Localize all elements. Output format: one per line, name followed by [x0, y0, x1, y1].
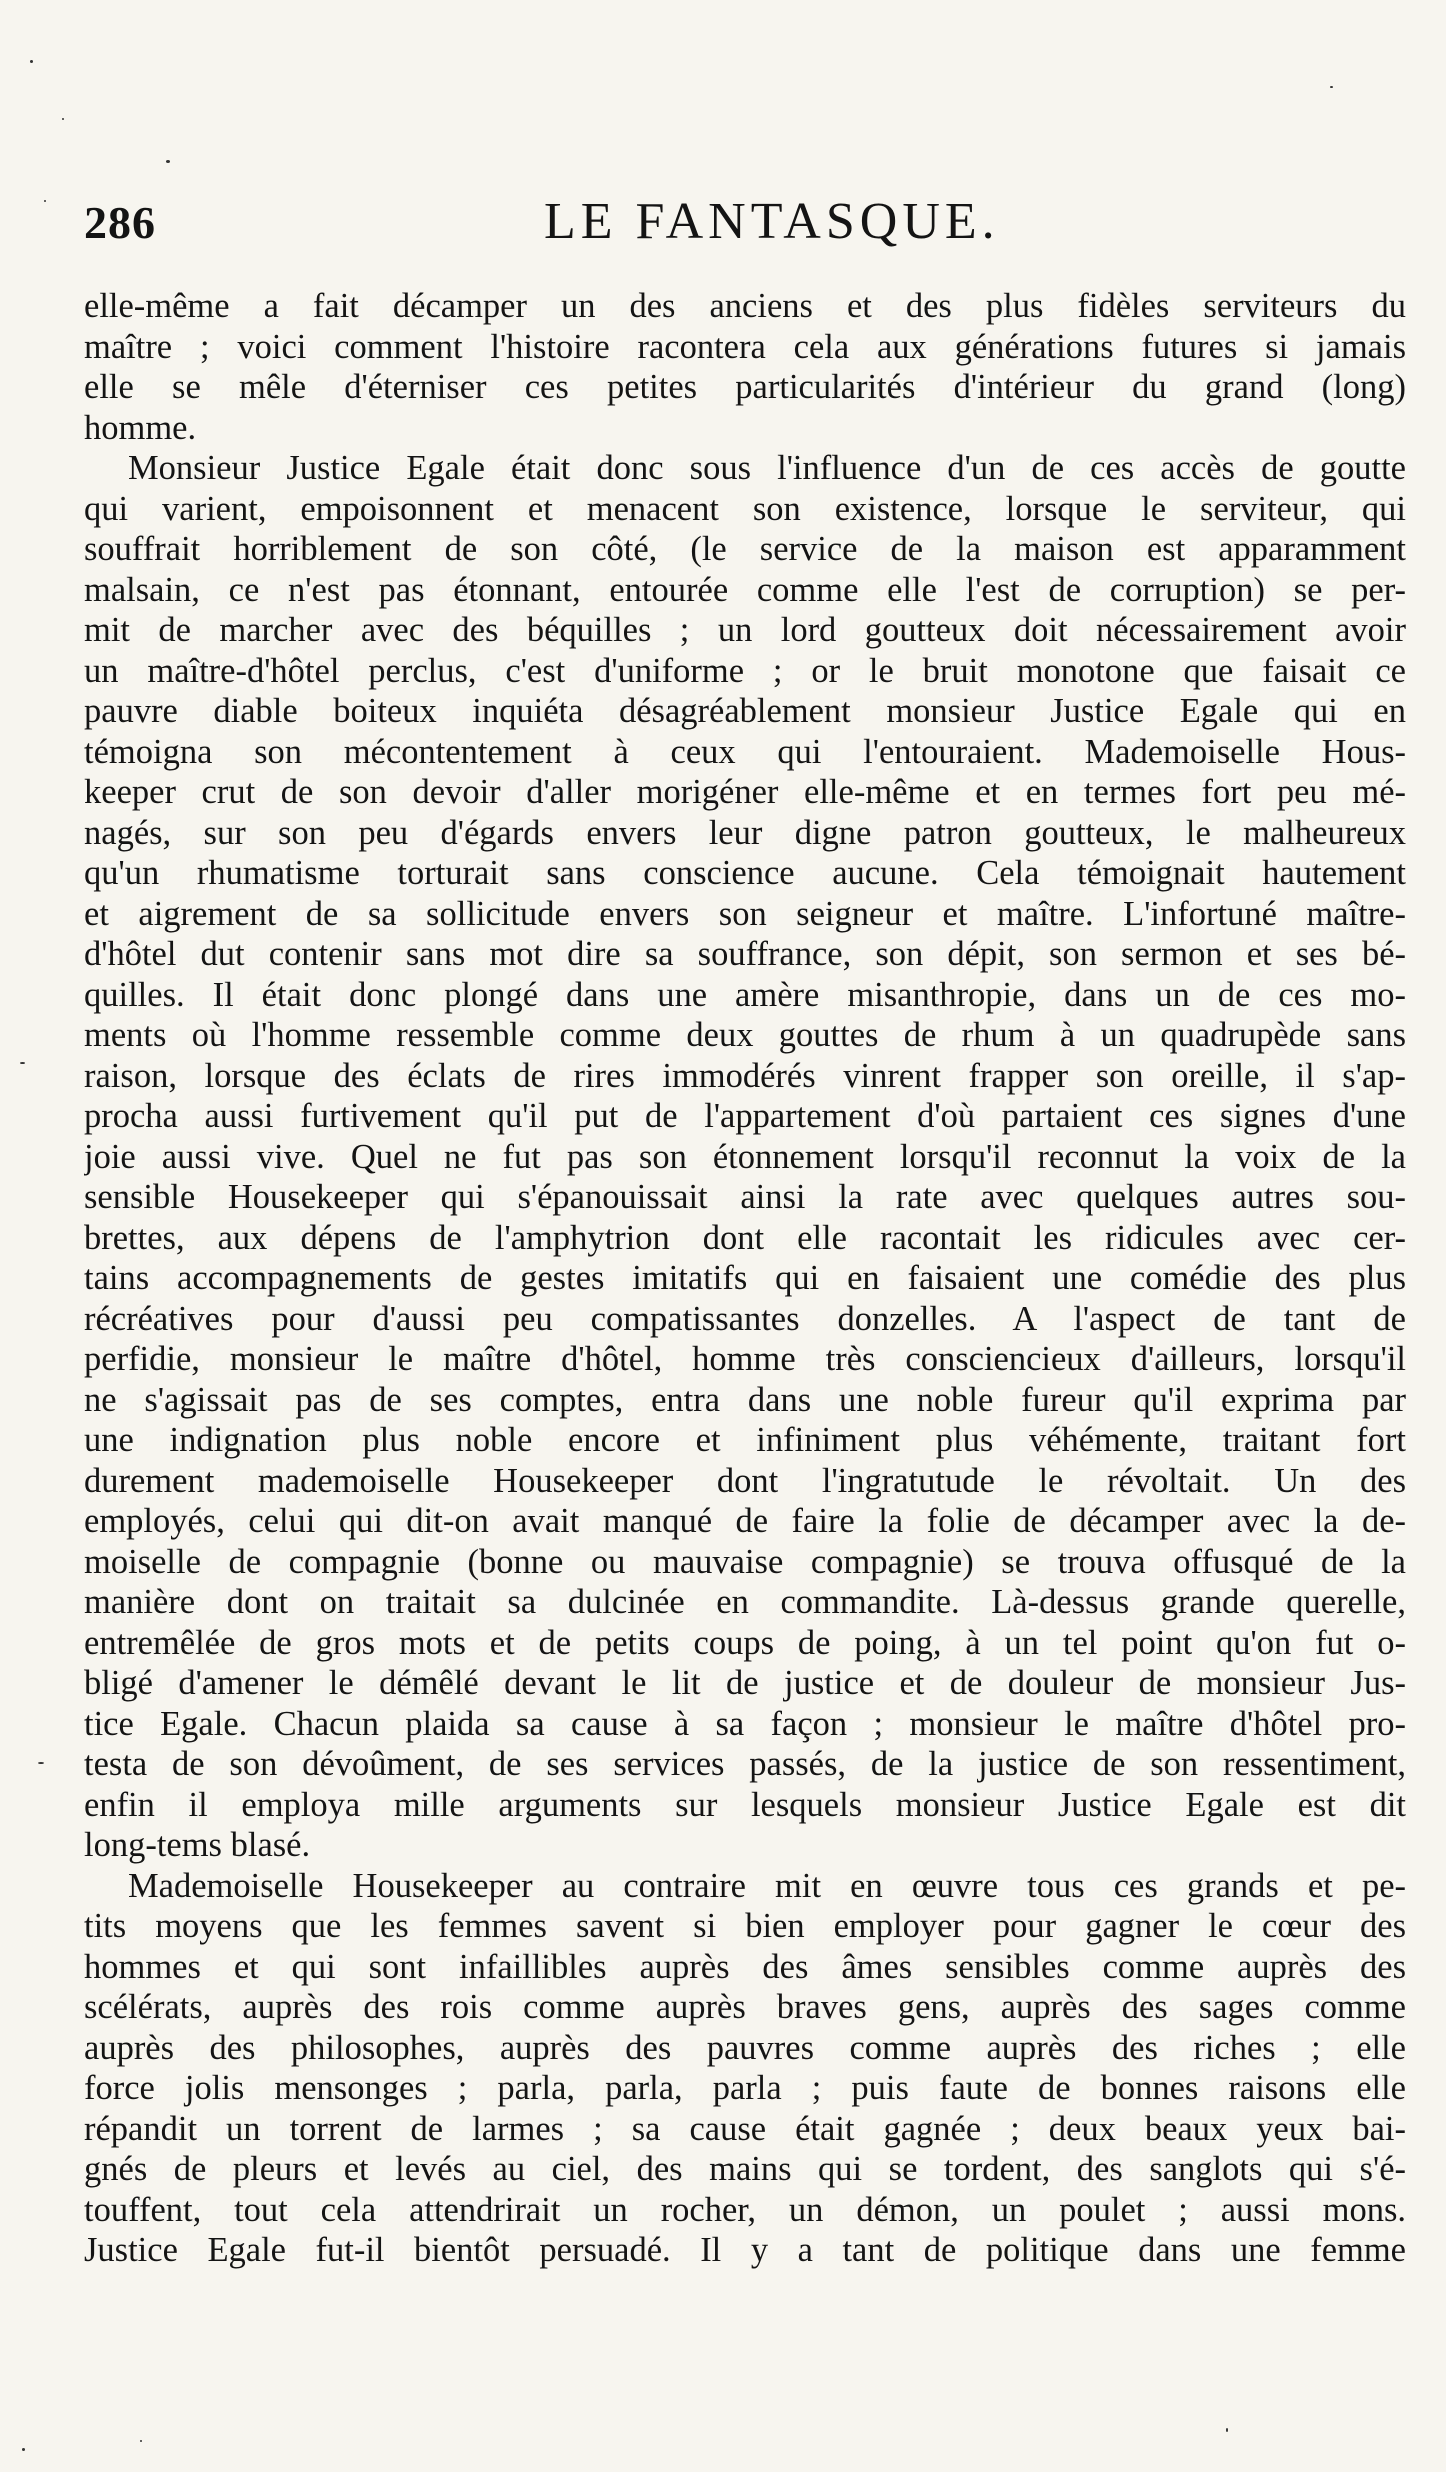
text-line: entremêlée de gros mots et de petits coups de poing, à un tel point qu'on fut o- [84, 1623, 1406, 1662]
text-line: maître ; voici comment l'histoire racontera cela aux générations futures si jamais [84, 327, 1406, 366]
text-line: force jolis mensonges ; parla, parla, parla ; puis faute de bonnes raisons elle [84, 2069, 1406, 2107]
text-line: Mademoiselle Housekeeper au contraire mit en œuvre tous ces grands et pe- [128, 1866, 1406, 1905]
text-line: enfin il employa mille arguments sur lesquels monsieur Justice Egale est dit [84, 1785, 1406, 1824]
text-line: joie aussi vive. Quel ne fut pas son étonnement lorsqu'il reconnut la voix de la [84, 1137, 1406, 1176]
text-line: quilles. Il était donc plongé dans une amère misanthropie, dans un de ces mo- [84, 975, 1406, 1014]
text-line: procha aussi furtivement qu'il put de l'appartement d'où partaient ces signes d'une [84, 1097, 1406, 1135]
text-line: moiselle de compagnie (bonne ou mauvaise compagnie) se trouva offusqué de la [84, 1542, 1406, 1581]
text-line: elle-même a fait décamper un des anciens et des plus fidèles serviteurs du [84, 287, 1406, 325]
text-line: tits moyens que les femmes savent si bien employer pour gagner le cœur des [84, 1907, 1406, 1945]
print-speck [166, 160, 170, 163]
text-line: qu'un rhumatisme torturait sans conscience aucune. Cela témoignait hautement [84, 854, 1406, 892]
text-line: hommes et qui sont infaillibles auprès des âmes sensibles comme auprès des [84, 1947, 1406, 1986]
page-number: 286 [84, 197, 156, 248]
text-line: gnés de pleurs et levés au ciel, des mains qui se tordent, des sanglots qui s'é- [84, 2150, 1406, 2188]
body-text [84, 286, 1406, 2406]
text-line: auprès des philosophes, auprès des pauvres comme auprès des riches ; elle [84, 2028, 1406, 2067]
text-line: elle se mêle d'éterniser ces petites particularités d'intérieur du grand (long) [84, 368, 1406, 406]
print-speck [1330, 86, 1333, 88]
text-line: brettes, aux dépens de l'amphytrion dont elle racontait les ridicules avec cer- [84, 1218, 1406, 1257]
text-line: nagés, sur son peu d'égards envers leur digne patron goutteux, le malheureux [84, 813, 1406, 852]
text-line: durement mademoiselle Housekeeper dont l'ingratutude le révoltait. Un des [84, 1461, 1406, 1500]
print-speck [1226, 2428, 1228, 2432]
text-line: long-tems blasé. [84, 1826, 311, 1864]
text-line: tice Egale. Chacun plaida sa cause à sa façon ; monsieur le maître d'hôtel pro- [84, 1704, 1406, 1743]
text-line: manière dont on traitait sa dulcinée en commandite. Là-dessus grande querelle, [84, 1583, 1406, 1621]
text-line: souffrait horriblement de son côté, (le service de la maison est apparamment [84, 530, 1406, 568]
text-line: répandit un torrent de larmes ; sa cause était gagnée ; deux beaux yeux bai- [84, 2109, 1406, 2148]
print-speck [62, 118, 64, 120]
page-header [84, 178, 1406, 258]
text-line: une indignation plus noble encore et infiniment plus véhémente, traitant fort [84, 1421, 1406, 1459]
text-line: récréatives pour d'aussi peu compatissantes donzelles. A l'aspect de tant de [84, 1299, 1406, 1338]
text-line: d'hôtel dut contenir sans mot dire sa souffrance, son dépit, son sermon et ses bé- [84, 935, 1406, 973]
text-line: testa de son dévoûment, de ses services passés, de la justice de son ressentiment, [84, 1745, 1406, 1783]
text-line: pauvre diable boiteux inquiéta désagréablement monsieur Justice Egale qui en [84, 692, 1406, 730]
text-line: raison, lorsque des éclats de rires immodérés vinrent frapper son oreille, il s'ap- [84, 1056, 1406, 1095]
text-line: touffent, tout cela attendrirait un rocher, un démon, un poulet ; aussi mons. [84, 2190, 1406, 2229]
text-line: perfidie, monsieur le maître d'hôtel, homme très consciencieux d'ailleurs, lorsqu'il [84, 1340, 1406, 1378]
text-line: employés, celui qui dit-on avait manqué de faire la folie de décamper avec la de- [84, 1502, 1406, 1540]
text-line: témoigna son mécontentement à ceux qui l'entouraient. Mademoiselle Hous- [84, 732, 1406, 771]
print-speck [38, 1762, 44, 1764]
text-line: malsain, ce n'est pas étonnant, entourée comme elle l'est de corruption) se per- [84, 570, 1406, 609]
text-line: Justice Egale fut-il bientôt persuadé. Il y a tant de politique dans une femme [84, 2231, 1406, 2269]
text-line: bligé d'amener le démêlé devant le lit de justice et de douleur de monsieur Jus- [84, 1664, 1406, 1702]
print-speck [30, 60, 33, 63]
print-speck [140, 2440, 142, 2442]
print-speck [22, 2448, 25, 2451]
text-line: ments où l'homme ressemble comme deux gouttes de rhum à un quadrupède sans [84, 1016, 1406, 1054]
text-line: sensible Housekeeper qui s'épanouissait ainsi la rate avec quelques autres sou- [84, 1178, 1406, 1216]
print-speck [20, 1062, 25, 1064]
text-line: scélérats, auprès des rois comme auprès braves gens, auprès des sages comme [84, 1988, 1406, 2026]
running-title: LE FANTASQUE. [544, 193, 1000, 250]
text-line: ne s'agissait pas de ses comptes, entra dans une noble fureur qu'il exprima par [84, 1380, 1406, 1419]
text-line: keeper crut de son devoir d'aller morigéner elle-même et en termes fort peu mé- [84, 773, 1406, 811]
print-speck [44, 200, 46, 202]
text-line: qui varient, empoisonnent et menacent son existence, lorsque le serviteur, qui [84, 489, 1406, 528]
text-line: tains accompagnements de gestes imitatifs qui en faisaient une comédie des plus [84, 1259, 1406, 1297]
text-line: homme. [84, 408, 197, 447]
text-line: Monsieur Justice Egale était donc sous l'influence d'un de ces accès de goutte [128, 449, 1406, 487]
text-line: mit de marcher avec des béquilles ; un lord goutteux doit nécessairement avoir [84, 611, 1406, 649]
text-line: et aigrement de sa sollicitude envers son seigneur et maître. L'infortuné maître- [84, 894, 1406, 933]
text-line: un maître-d'hôtel perclus, c'est d'uniforme ; or le bruit monotone que faisait ce [84, 651, 1406, 690]
